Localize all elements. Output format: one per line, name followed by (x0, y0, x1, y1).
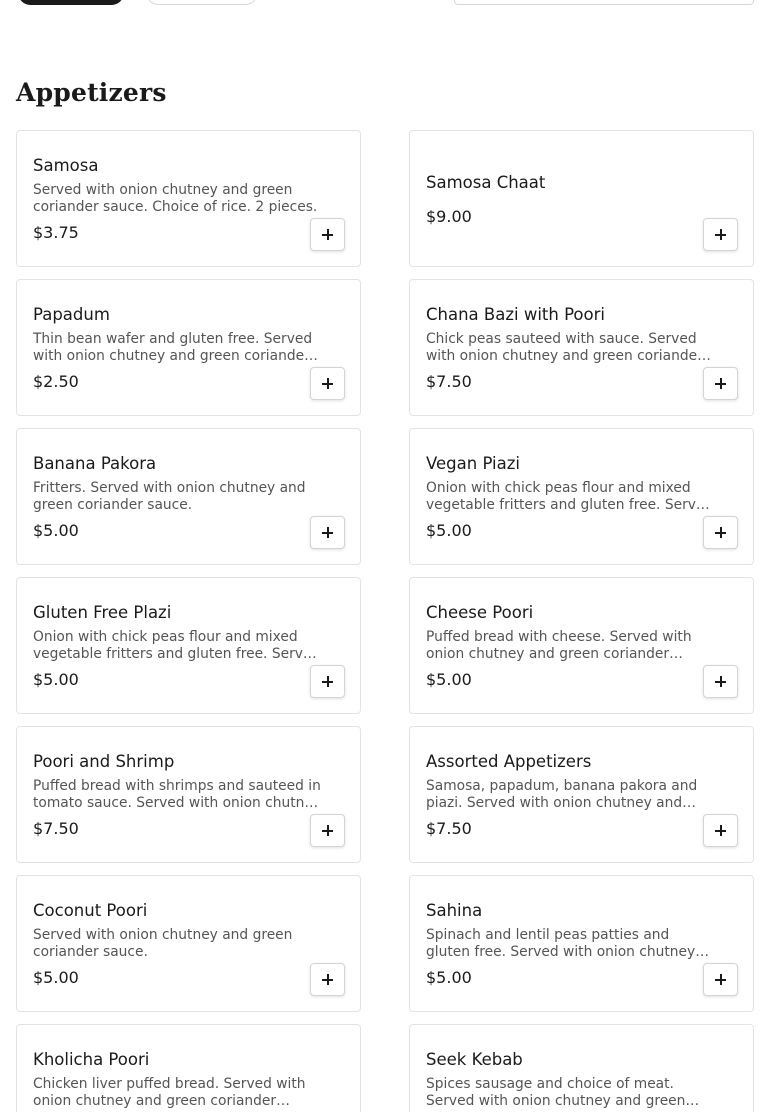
menu-items-grid (16, 130, 754, 1112)
plus-icon (322, 825, 333, 836)
menu-item-description: Thin bean wafer and gluten free. Served with onion chutney and green coriander (33, 331, 313, 364)
menu-item-price: $3.75 (33, 223, 79, 242)
menu-item-card[interactable] (16, 279, 361, 416)
search-input[interactable] (454, 0, 754, 5)
add-to-cart-button[interactable] (310, 218, 345, 251)
menu-item-price: $5.00 (426, 521, 472, 540)
plus-icon (715, 974, 726, 985)
menu-item-card[interactable] (409, 428, 754, 565)
menu-item-price: $5.00 (426, 670, 472, 689)
menu-item-description: Chicken liver puffed bread. Served with onion chutney and green coriander (33, 1076, 306, 1109)
menu-item-name: Coconut Poori (33, 901, 148, 920)
add-to-cart-button[interactable] (310, 963, 345, 996)
menu-item-card[interactable] (16, 428, 361, 565)
menu-item-description: Served with onion chutney and green coriander sauce. Choice of rice. 2 pieces. (33, 182, 318, 215)
menu-item-price: $7.50 (426, 819, 472, 838)
menu-item-card[interactable] (16, 1024, 361, 1112)
menu-item-name: Gluten Free Plazi (33, 603, 172, 622)
add-to-cart-button[interactable] (703, 963, 738, 996)
menu-item-name: Chana Bazi with Poori (426, 305, 605, 324)
menu-item-name: Poori and Shrimp (33, 752, 175, 771)
menu-item-name: Cheese Poori (426, 603, 534, 622)
category-tab-active[interactable] (18, 0, 124, 5)
plus-icon (715, 676, 726, 687)
menu-item-card[interactable] (409, 577, 754, 714)
menu-item-price: $5.00 (426, 968, 472, 987)
menu-item-description: Fritters. Served with onion chutney and green coriander sauce. (33, 480, 306, 513)
plus-icon (715, 527, 726, 538)
menu-item-name: Assorted Appetizers (426, 752, 592, 771)
menu-item-card[interactable] (16, 726, 361, 863)
menu-item-description: Spinach and lentil peas patties and gluten free. Served with onion chutney (426, 927, 696, 960)
plus-icon (322, 378, 333, 389)
menu-item-description: Puffed bread with shrimps and sauteed in tomato sauce. Served with onion chutney (33, 778, 322, 811)
menu-item-name: Seek Kebab (426, 1050, 523, 1069)
plus-icon (322, 676, 333, 687)
menu-item-card[interactable] (409, 726, 754, 863)
menu-item-card[interactable] (16, 577, 361, 714)
menu-item-name: Papadum (33, 305, 110, 324)
menu-item-price: $5.00 (33, 670, 79, 689)
menu-item-description: Spices sausage and choice of meat. Served with onion chutney and green (426, 1076, 686, 1109)
menu-item-card[interactable] (16, 875, 361, 1012)
add-to-cart-button[interactable] (703, 665, 738, 698)
plus-icon (322, 974, 333, 985)
section-title: Appetizers (16, 78, 167, 107)
menu-item-card[interactable] (409, 130, 754, 267)
menu-item-name: Banana Pakora (33, 454, 157, 473)
add-to-cart-button[interactable] (703, 814, 738, 847)
menu-item-price: $2.50 (33, 372, 79, 391)
category-tab[interactable] (146, 0, 258, 5)
add-to-cart-button[interactable] (703, 516, 738, 549)
menu-item-name: Samosa Chaat (426, 173, 546, 192)
menu-item-card[interactable] (409, 279, 754, 416)
plus-icon (715, 825, 726, 836)
menu-item-card[interactable] (409, 875, 754, 1012)
plus-icon (715, 229, 726, 240)
menu-item-description: Served with onion chutney and green coriander sauce. (33, 927, 293, 960)
menu-item-description: Samosa, papadum, banana pakora and piazi. Served with onion chutney and (426, 778, 698, 811)
menu-item-description: Puffed bread with cheese. Served with onion chutney and green coriander (426, 629, 692, 662)
add-to-cart-button[interactable] (310, 665, 345, 698)
menu-item-name: Sahina (426, 901, 483, 920)
menu-item-name: Vegan Piazi (426, 454, 520, 473)
menu-item-name: Samosa (33, 156, 99, 175)
menu-item-description: Chick peas sauteed with sauce. Served with onion chutney and green coriander (426, 331, 703, 364)
add-to-cart-button[interactable] (310, 814, 345, 847)
menu-item-description: Onion with chick peas flour and mixed vegetable fritters and gluten free. Served (33, 629, 321, 662)
plus-icon (322, 229, 333, 240)
menu-item-price: $7.50 (426, 372, 472, 391)
menu-item-card[interactable] (409, 1024, 754, 1112)
menu-item-price: $9.00 (426, 207, 472, 226)
menu-item-description: Onion with chick peas flour and mixed vegetable fritters and gluten free. Served (426, 480, 714, 513)
menu-item-price: $5.00 (33, 521, 79, 540)
add-to-cart-button[interactable] (703, 367, 738, 400)
add-to-cart-button[interactable] (310, 516, 345, 549)
top-controls (0, 0, 770, 10)
plus-icon (715, 378, 726, 389)
add-to-cart-button[interactable] (310, 367, 345, 400)
plus-icon (322, 527, 333, 538)
menu-item-price: $7.50 (33, 819, 79, 838)
add-to-cart-button[interactable] (703, 218, 738, 251)
menu-item-name: Kholicha Poori (33, 1050, 150, 1069)
menu-item-card[interactable] (16, 130, 361, 267)
menu-item-price: $5.00 (33, 968, 79, 987)
